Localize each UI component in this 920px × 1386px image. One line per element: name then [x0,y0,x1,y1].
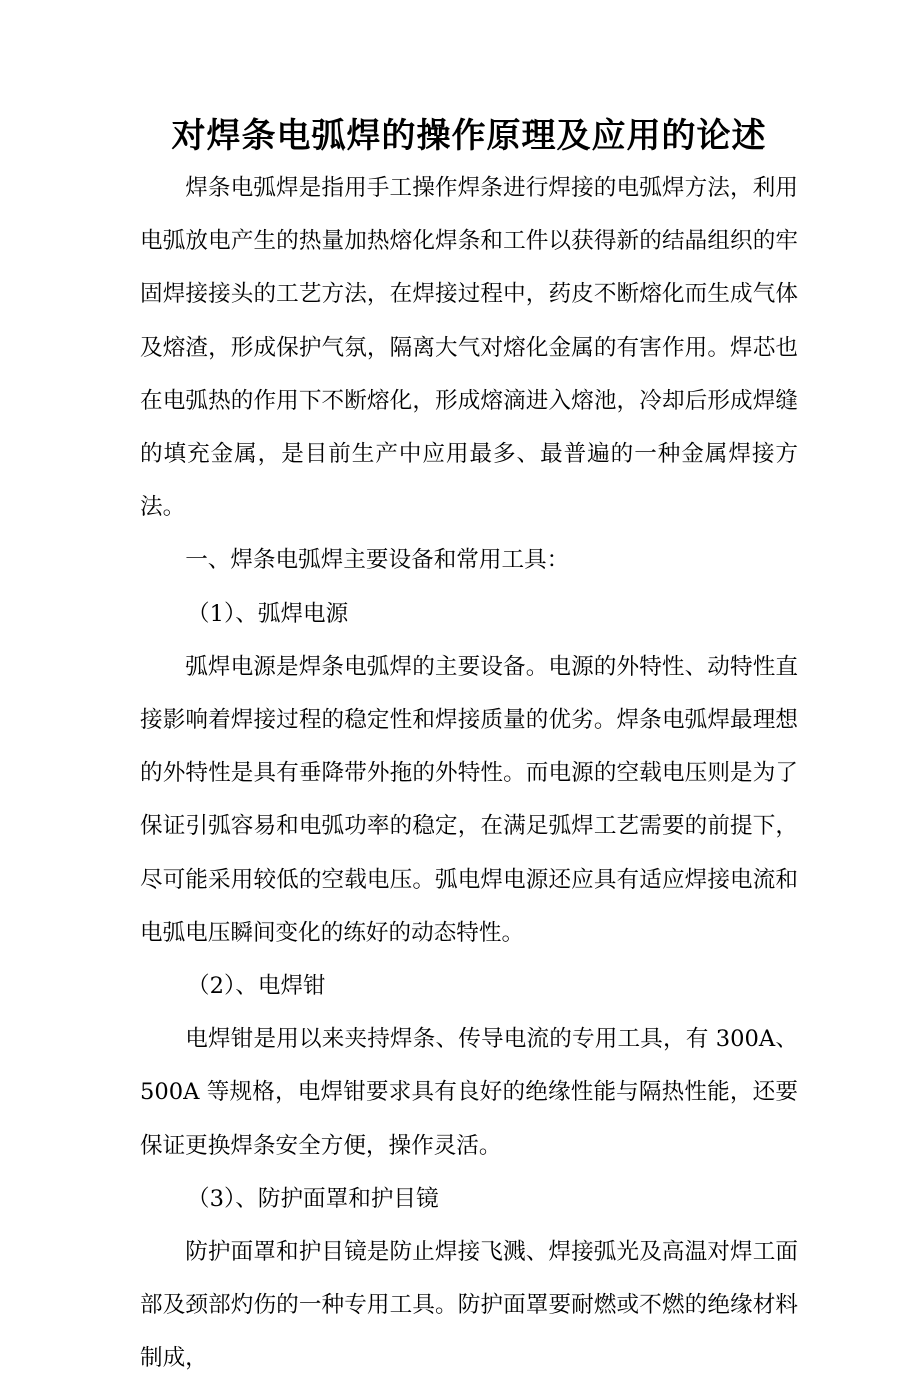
item-paragraph-face-shield: 防护面罩和护目镜是防止焊接飞溅、焊接弧光及高温对焊工面部及颈部灼伤的一种专用工具。防护面罩要耐燃或不燃的绝缘材料制成， [140,1239,798,1372]
item-paragraph-electrode-holder: 电焊钳是用以来夹持焊条、传导电流的专用工具，有 300A、500A 等规格，电焊钳要求具有良好的绝缘性能与隔热性能，还要保证更换焊条安全方便，操作灵活。 [140,1026,798,1159]
document-title: 对焊条电弧焊的操作原理及应用的论述 [171,116,767,156]
item-heading-face-shield: （3）、防护面罩和护目镜 [187,1185,439,1212]
section-heading-equipment: 一、焊条电弧焊主要设备和常用工具： [185,547,570,574]
document-page [140,112,798,1386]
item-paragraph-power-source: 弧焊电源是焊条电弧焊的主要设备。电源的外特性、动特性直接影响着焊接过程的稳定性和焊接质量的优劣。焊条电弧焊最理想的外特性是具有垂降带外拖的外特性。而电源的空载电压则是为了保证引弧容易和电弧功率的稳定，在满足弧焊工艺需要的前提下，尽可能采用较低的空载电压。弧电焊电源还应具有适应焊接电流和电弧电压瞬间变化的练好的动态特性。 [140,653,798,946]
item-heading-power-source: （1）、弧焊电源 [187,600,349,627]
intro-paragraph: 焊条电弧焊是指用手工操作焊条进行焊接的电弧焊方法，利用电弧放电产生的热量加热熔化焊条和工件以获得新的结晶组织的牢固焊接接头的工艺方法，在焊接过程中，药皮不断熔化而生成气体及熔渣，形成保护气氛，隔离大气对熔化金属的有害作用。焊芯也在电弧热的作用下不断熔化，形成熔滴进入熔池，冷却后形成焊缝的填充金属，是目前生产中应用最多、最普遍的一种金属焊接方法。 [140,175,798,521]
item-heading-electrode-holder: （2）、电焊钳 [187,973,326,1000]
